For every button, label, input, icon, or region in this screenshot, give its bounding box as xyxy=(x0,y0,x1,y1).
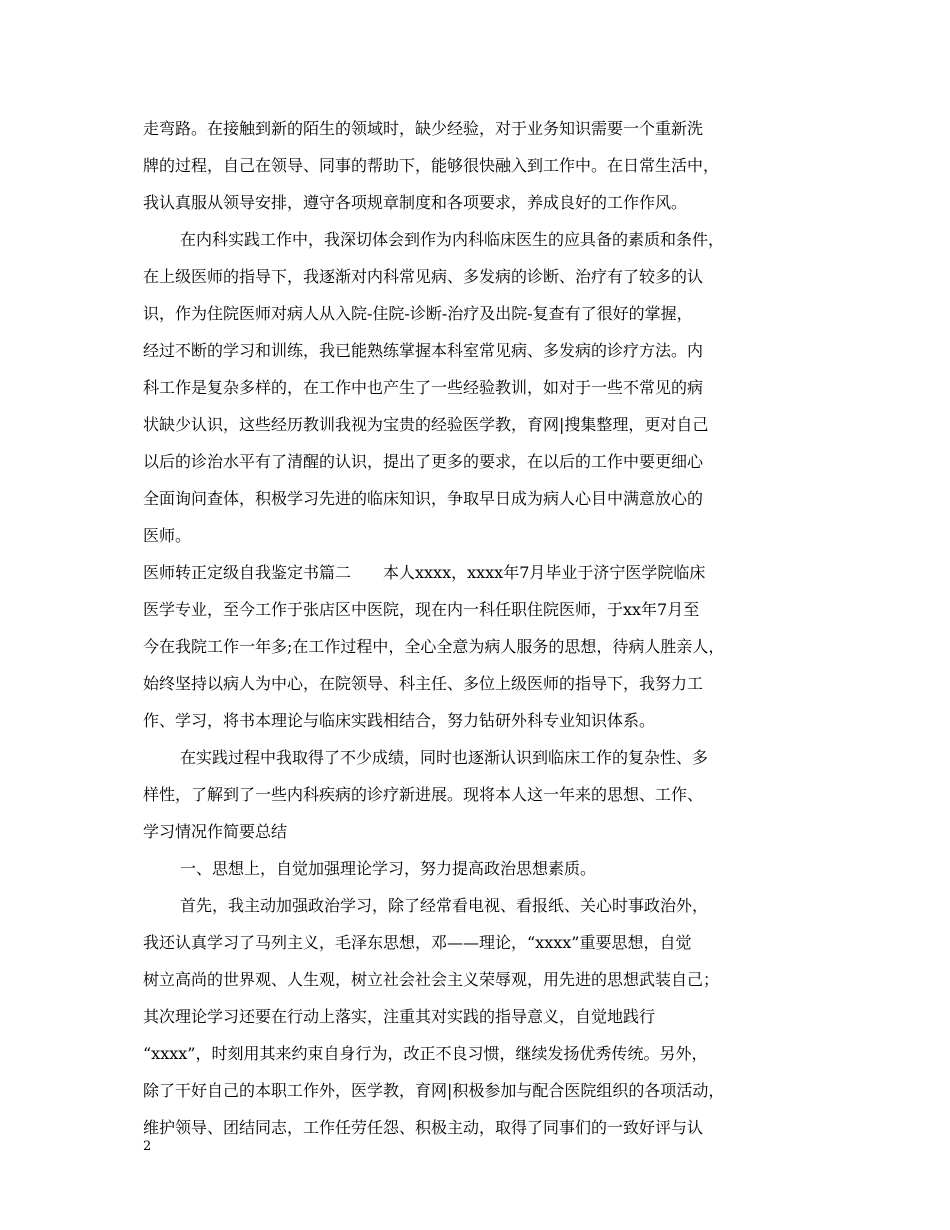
subheading-line: 一、思想上，自觉加强理论学习，努力提高政治思想素质。 xyxy=(180,859,597,878)
text-line: 在上级医师的指导下，我逐渐对内科常见病、多发病的诊断、治疗有了较多的认 xyxy=(143,267,704,286)
text-line: 识，作为住院医师对病人从入院-住院-诊断-治疗及出院-复查有了很好的掌握， xyxy=(143,304,693,323)
page-number: 2 xyxy=(143,1139,152,1154)
text-line: 今在我院工作一年多;在工作过程中，全心全意为病人服务的思想，待病人胜亲人， xyxy=(143,637,725,656)
text-line: 我认真服从领导安排，遵守各项规章制度和各项要求，养成良好的工作作风。 xyxy=(143,193,688,212)
text-line: 医师。 xyxy=(143,526,192,545)
text-line: 牌的过程，自己在领导、同事的帮助下，能够很快融入到工作中。在日常生活中， xyxy=(143,156,720,175)
text-line: 除了干好自己的本职工作外，医学教，育网|积极参加与配合医院组织的各项活动， xyxy=(143,1081,725,1100)
text-line: 作、学习，将书本理论与临床实践相结合，努力钻研外科专业知识体系。 xyxy=(143,711,656,730)
text-line: 其次理论学习还要在行动上落实，注重其对实践的指导意义，自觉地践行 xyxy=(143,1007,656,1026)
text-line: 经过不断的学习和训练，我已能熟练掌握本科室常见病、多发病的诊疗方法。内 xyxy=(143,341,704,360)
text-line: 树立高尚的世界观、人生观，树立社会社会主义荣辱观，用先进的思想武装自己； xyxy=(143,970,720,989)
text-line: 医学专业，至今工作于张店区中医院，现在内一科任职住院医师，于xx年7月至 xyxy=(143,600,700,619)
text-line: 我还认真学习了马列主义，毛泽东思想，邓——理论，“xxxx”重要思想，自觉 xyxy=(143,933,692,952)
text-line: 维护领导、团结同志，工作任劳任怨、积极主动，取得了同事们的一致好评与认 xyxy=(143,1118,704,1137)
section-heading-line: 医师转正定级自我鉴定书篇二 本人xxxx，xxxx年7月毕业于济宁医学院临床 xyxy=(143,563,706,582)
text-line: 首先，我主动加强政治学习，除了经常看电视、看报纸、关心时事政治外， xyxy=(180,896,709,915)
text-line: 样性，了解到了一些内科疾病的诊疗新进展。现将本人这一年来的思想、工作、 xyxy=(143,785,704,804)
text-line: “xxxx”，时刻用其来约束自身行为，改正不良习惯，继续发扬优秀传统。另外， xyxy=(143,1044,708,1063)
text-line: 状缺少认识，这些经历教训我视为宝贵的经验医学教，育网|搜集整理，更对自己 xyxy=(143,415,709,434)
text-line: 全面询问查体，积极学习先进的临床知识，争取早日成为病人心目中满意放心的 xyxy=(143,489,704,508)
text-line: 在内科实践工作中，我深切体会到作为内科临床医生的应具备的素质和条件， xyxy=(180,230,725,249)
text-line: 始终坚持以病人为中心，在院领导、科主任、多位上级医师的指导下，我努力工 xyxy=(143,674,704,693)
text-line: 在实践过程中我取得了不少成绩，同时也逐渐认识到临床工作的复杂性、多 xyxy=(180,748,709,767)
text-line: 科工作是复杂多样的，在工作中也产生了一些经验教训，如对于一些不常见的病 xyxy=(143,378,704,397)
text-line: 以后的诊治水平有了清醒的认识，提出了更多的要求，在以后的工作中要更细心 xyxy=(143,452,704,471)
text-line: 走弯路。在接触到新的陌生的领域时，缺少经验，对于业务知识需要一个重新洗 xyxy=(143,119,704,138)
text-line: 学习情况作简要总结 xyxy=(143,822,288,841)
